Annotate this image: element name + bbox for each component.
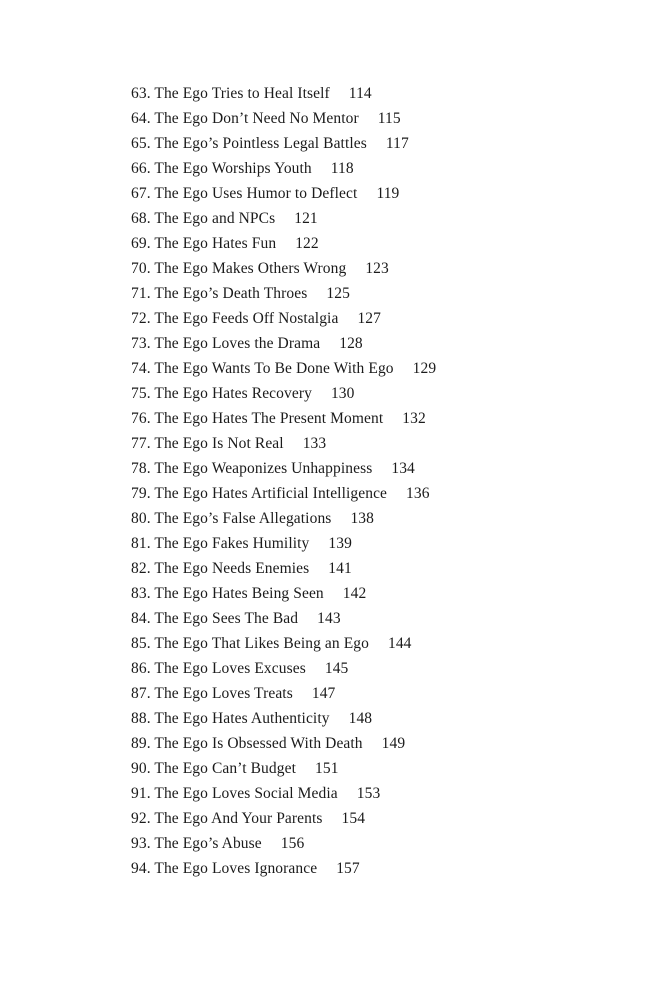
toc-entry-label: 91. The Ego Loves Social Media [131, 785, 338, 802]
toc-entry [131, 81, 623, 106]
toc-entry-label: 63. The Ego Tries to Heal Itself [131, 85, 330, 102]
toc-entry-page: 147 [311, 685, 336, 702]
toc-entry-page: 139 [328, 535, 352, 552]
toc-entry-page: 133 [302, 435, 327, 452]
toc-entry-label: 89. The Ego Is Obsessed With Death [131, 735, 363, 752]
toc-entry-label: 88. The Ego Hates Authenticity [131, 710, 330, 727]
toc-entry-page: 149 [381, 735, 406, 752]
toc-entry-page: 118 [330, 160, 354, 177]
toc-entry-label: 77. The Ego Is Not Real [131, 435, 284, 452]
toc-entry [131, 306, 623, 331]
toc-entry-label: 79. The Ego Hates Artificial Intelligence [131, 485, 388, 502]
toc-entry [131, 856, 623, 881]
toc-entry-page: 148 [348, 710, 373, 727]
toc-entry-label: 65. The Ego’s Pointless Legal Battles [131, 135, 367, 152]
toc-entry-label: 76. The Ego Hates The Present Moment [131, 410, 384, 427]
toc-entry [131, 731, 623, 756]
toc-entry [131, 531, 623, 556]
toc-entry [131, 606, 623, 631]
toc-entry-label: 69. The Ego Hates Fun [131, 235, 277, 252]
toc-entry-label: 78. The Ego Weaponizes Unhappiness [131, 460, 373, 477]
toc-entry [131, 556, 623, 581]
toc-entry [131, 406, 623, 431]
toc-entry-page: 132 [402, 410, 426, 427]
toc-entry-label: 83. The Ego Hates Being Seen [131, 585, 324, 602]
toc-entry [131, 481, 623, 506]
toc-entry-page: 121 [294, 210, 318, 227]
toc-entry-page: 136 [406, 485, 430, 502]
toc-entry [131, 156, 623, 181]
toc-entry-page: 138 [350, 510, 374, 527]
toc-entry-label: 71. The Ego’s Death Throes [131, 285, 308, 302]
toc-entry [131, 806, 623, 831]
toc-entry-label: 75. The Ego Hates Recovery [131, 385, 312, 402]
toc-entry-label: 64. The Ego Don’t Need No Mentor [131, 110, 359, 127]
toc-entry [131, 506, 623, 531]
toc-entry-page: 153 [356, 785, 381, 802]
toc-entry [131, 756, 623, 781]
toc-entry-page: 115 [377, 110, 401, 127]
toc-entry-label: 73. The Ego Loves the Drama [131, 335, 321, 352]
toc-entry-page: 129 [412, 360, 437, 377]
toc-entry [131, 631, 623, 656]
toc-entry-label: 74. The Ego Wants To Be Done With Ego [131, 360, 394, 377]
toc-entry-label: 70. The Ego Makes Others Wrong [131, 260, 347, 277]
toc-entry-label: 81. The Ego Fakes Humility [131, 535, 310, 552]
toc-entry-page: 125 [326, 285, 350, 302]
toc-entry-page: 151 [315, 760, 339, 777]
toc-entry-label: 90. The Ego Can’t Budget [131, 760, 296, 777]
toc-entry-page: 117 [385, 135, 409, 152]
toc-entry-page: 156 [280, 835, 305, 852]
toc-entry-label: 94. The Ego Loves Ignorance [131, 860, 318, 877]
toc-entry [131, 181, 623, 206]
toc-entry-label: 66. The Ego Worships Youth [131, 160, 312, 177]
toc-entry-page: 134 [391, 460, 415, 477]
toc-entry-page: 127 [357, 310, 382, 327]
toc-entry [131, 106, 623, 131]
toc-entry-page: 144 [387, 635, 412, 652]
toc-entry-label: 93. The Ego’s Abuse [131, 835, 262, 852]
toc-entry [131, 706, 623, 731]
toc-entry [131, 256, 623, 281]
toc-entry-page: 130 [330, 385, 355, 402]
toc-entry-page: 154 [341, 810, 366, 827]
toc-entry-page: 119 [376, 185, 400, 202]
toc-entry-label: 80. The Ego’s False Allegations [131, 510, 332, 527]
toc-entry-page: 157 [336, 860, 360, 877]
toc-entry [131, 281, 623, 306]
toc-entry [131, 831, 623, 856]
toc-entry [131, 356, 623, 381]
toc-entry-label: 86. The Ego Loves Excuses [131, 660, 306, 677]
toc-entry [131, 781, 623, 806]
toc-entry-label: 85. The Ego That Likes Being an Ego [131, 635, 369, 652]
toc-entry [131, 381, 623, 406]
toc-entry-page: 122 [295, 235, 319, 252]
toc-entry-page: 114 [348, 85, 372, 102]
toc-entry-label: 84. The Ego Sees The Bad [131, 610, 299, 627]
toc-entry-label: 92. The Ego And Your Parents [131, 810, 323, 827]
toc-entry [131, 131, 623, 156]
toc-entry [131, 206, 623, 231]
toc-entry [131, 231, 623, 256]
toc-entry-page: 141 [328, 560, 352, 577]
toc-entry-label: 72. The Ego Feeds Off Nostalgia [131, 310, 339, 327]
toc-entry-page: 123 [365, 260, 389, 277]
toc-entry-page: 128 [339, 335, 363, 352]
toc-entry-label: 67. The Ego Uses Humor to Deflect [131, 185, 358, 202]
toc-entry-label: 87. The Ego Loves Treats [131, 685, 293, 702]
toc-entry-label: 68. The Ego and NPCs [131, 210, 276, 227]
toc-entry-label: 82. The Ego Needs Enemies [131, 560, 310, 577]
toc-list [131, 81, 623, 881]
toc-entry [131, 656, 623, 681]
toc-entry [131, 456, 623, 481]
toc-entry [131, 581, 623, 606]
toc-entry-page: 145 [324, 660, 349, 677]
toc-entry-page: 143 [317, 610, 341, 627]
toc-entry-page: 142 [342, 585, 367, 602]
toc-entry [131, 331, 623, 356]
toc-entry [131, 681, 623, 706]
toc-entry [131, 431, 623, 456]
